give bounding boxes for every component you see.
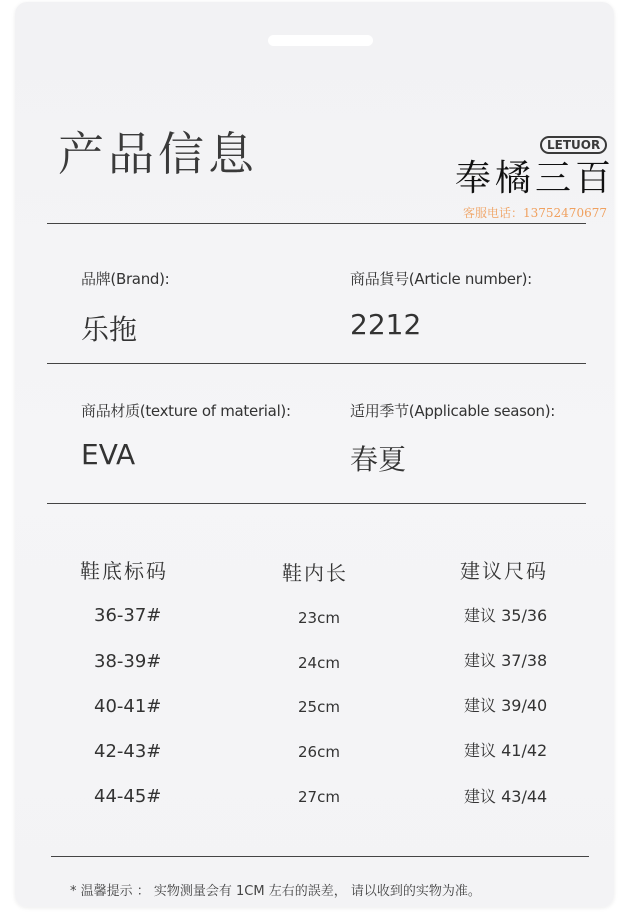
material-label: 商品材质(texture of material):: [81, 402, 291, 420]
brand-value: 乐拖: [81, 313, 138, 346]
divider: [51, 856, 589, 857]
table-header-inner-length: 鞋内长: [282, 561, 348, 585]
divider: [47, 223, 586, 224]
article-number-value: 2212: [350, 308, 422, 341]
suggested-size: 建议 41/42: [464, 741, 548, 760]
suggested-size: 建议 37/38: [464, 651, 548, 670]
inner-length: 27cm: [298, 788, 340, 806]
logo-letuor: LETUOR: [540, 136, 607, 154]
page-title: 产品信息: [58, 127, 258, 181]
sole-size: 44-45#: [94, 786, 162, 807]
brand-label: 品牌(Brand):: [81, 270, 170, 288]
inner-length: 24cm: [298, 654, 340, 672]
sole-size: 42-43#: [94, 741, 162, 762]
divider: [47, 503, 586, 504]
drag-handle: [268, 35, 373, 46]
sole-size: 40-41#: [94, 696, 162, 717]
suggested-size: 建议 35/36: [464, 606, 548, 625]
suggested-size: 建议 39/40: [464, 696, 548, 715]
brand-logo: [455, 136, 625, 226]
footnote: * 温馨提示 ： 实物测量会有 1CM 左右的誤差， 请以收到的实物为准。: [70, 884, 481, 899]
table-header-sole-size: 鞋底标码: [80, 559, 168, 583]
customer-service-phone: 客服电话：13752470677: [463, 206, 607, 220]
logo-chinese-name: 奉橘三百: [455, 158, 616, 199]
suggested-size: 建议 43/44: [464, 787, 548, 806]
inner-length: 26cm: [298, 743, 340, 761]
table-header-suggested-size: 建议尺码: [460, 559, 548, 583]
sole-size: 36-37#: [94, 605, 162, 626]
season-label: 适用季节(Applicable season):: [350, 402, 556, 420]
inner-length: 23cm: [298, 609, 340, 627]
season-value: 春夏: [350, 443, 407, 476]
divider: [47, 363, 586, 364]
sole-size: 38-39#: [94, 651, 162, 672]
article-number-label: 商品貨号(Article number):: [350, 270, 532, 288]
material-value: EVA: [81, 438, 136, 471]
inner-length: 25cm: [298, 698, 340, 716]
